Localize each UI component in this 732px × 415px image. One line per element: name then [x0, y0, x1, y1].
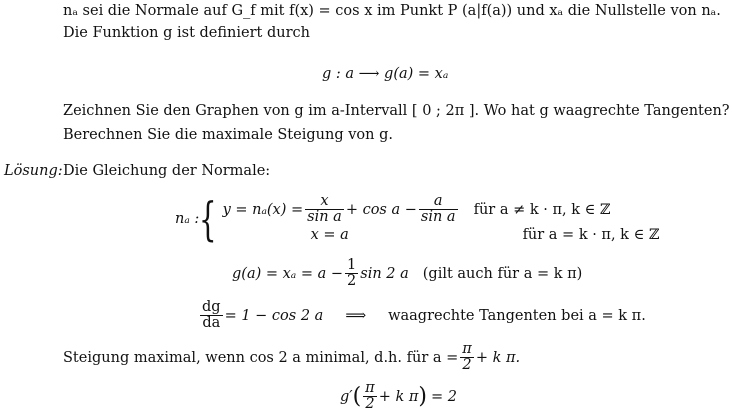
case2-eq: x = a	[310, 227, 349, 244]
case1-condition: für a ≠ k · π, k ∈ ℤ	[473, 201, 611, 218]
g-rhs: sin 2 a	[360, 265, 409, 282]
max-slope-fraction: $\frac{\pi}{2}$	[462, 341, 472, 374]
derivative-note: waagrechte Tangenten bei a = k π.	[388, 307, 646, 324]
gprime-lhs: g′	[340, 388, 353, 405]
derivative-fraction: $\frac{dg}{da}$	[202, 299, 221, 332]
case1-fraction-1: $\frac{x}{\text{sin a}}$	[307, 193, 342, 226]
solution-intro: Die Gleichung der Normale:	[63, 163, 271, 179]
derivative-equation	[198, 300, 646, 331]
gprime-equation	[340, 381, 457, 412]
gprime-rhs: = 2	[430, 388, 457, 405]
open-paren: (	[352, 383, 362, 409]
normal-cases	[223, 194, 660, 243]
case1-fraction-2: $\frac{a}{\text{sin a}}$	[420, 193, 456, 226]
max-slope-end: + k π.	[475, 349, 521, 366]
g-equation	[232, 258, 582, 289]
gprime-mid: + k π	[378, 388, 419, 405]
mapping-definition: g : a ⟶ g(a) = xₐ	[322, 66, 449, 82]
case1-mid: + cos a −	[345, 201, 417, 218]
implies-arrow: ⟹	[345, 307, 367, 324]
case2-condition: für a = k · π, k ∈ ℤ	[522, 227, 660, 244]
gprime-fraction: $\frac{\pi}{2}$	[365, 380, 375, 413]
normal-equation	[175, 191, 660, 246]
normal-case-2	[223, 227, 660, 243]
g-fraction: $\frac{1}{2}$	[347, 257, 357, 290]
case1-lhs: y = nₐ(x) =	[222, 201, 304, 218]
max-slope-line	[63, 342, 520, 373]
normal-case-1	[223, 194, 660, 225]
derivative-rhs: = 1 − cos 2 a	[224, 307, 324, 324]
g-note: (gilt auch für a = k π)	[422, 265, 583, 282]
solution-label: Lösung:	[4, 163, 63, 179]
close-paren: )	[418, 383, 427, 409]
g-lhs: g(a) = xₐ = a −	[232, 265, 344, 282]
task-line-3: Zeichnen Sie den Graphen von g im a-Intervall [ 0 ; 2π ]. Wo hat g waagrechte Tangenten?	[63, 103, 730, 119]
task-line-1: nₐ sei die Normale auf G_f mit f(x) = cos x im Punkt P (a|f(a)) und xₐ die Nullstelle von nₐ.	[63, 3, 721, 19]
left-brace: {	[199, 191, 217, 246]
normal-lhs: nₐ :	[175, 210, 200, 227]
task-line-2: Die Funktion g ist definiert durch	[63, 25, 310, 41]
task-line-4: Berechnen Sie die maximale Steigung von g.	[63, 127, 393, 143]
max-slope-text: Steigung maximal, wenn cos 2 a minimal, d.h. für a =	[63, 349, 459, 366]
